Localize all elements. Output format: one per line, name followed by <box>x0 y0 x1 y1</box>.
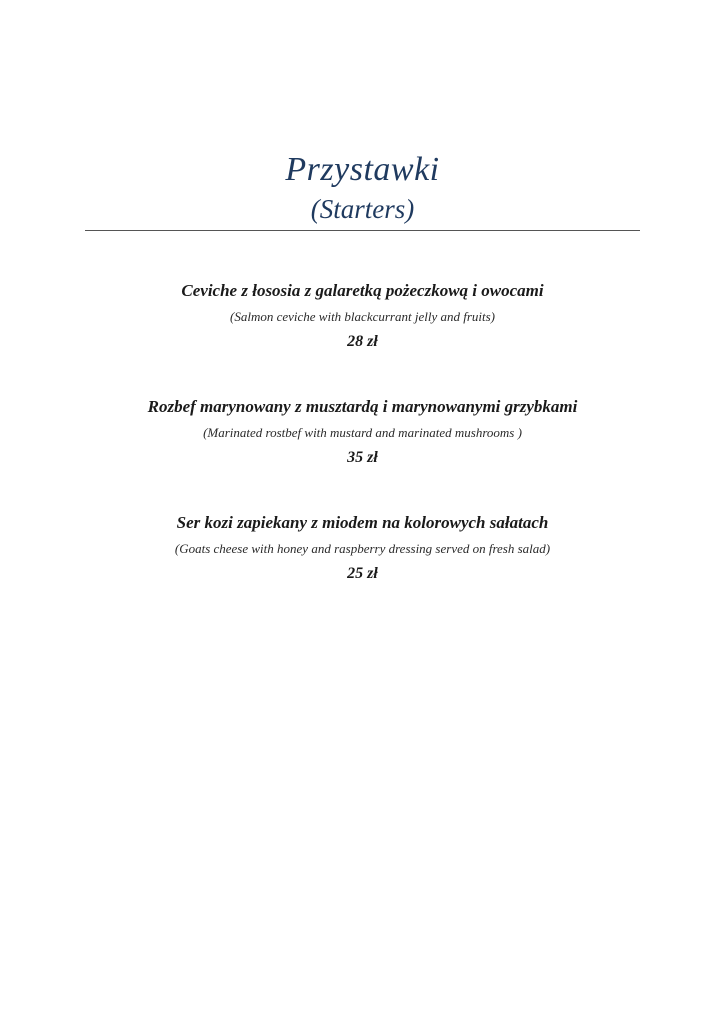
section-subtitle: (Starters) <box>310 194 415 224</box>
menu-item-name: Ceviche z łososia z galaretką pożeczkową i owocami <box>181 281 544 300</box>
menu-item-price: 25 zł <box>347 565 378 582</box>
menu-item-price: 35 zł <box>347 449 378 466</box>
header-divider <box>85 230 640 231</box>
section-title: Przystawki <box>285 151 440 188</box>
menu-items-list <box>0 279 725 627</box>
menu-section-header <box>0 148 725 226</box>
menu-item-description: (Goats cheese with honey and raspberry dressing served on fresh salad) <box>174 541 551 556</box>
menu-item-price: 28 zł <box>347 333 378 350</box>
menu-item <box>0 279 725 395</box>
menu-item <box>0 511 725 627</box>
menu-item-name: Rozbef marynowany z musztardą i marynowanymi grzybkami <box>147 397 578 416</box>
menu-item <box>0 395 725 511</box>
menu-item-description: (Salmon ceviche with blackcurrant jelly and fruits) <box>230 309 495 324</box>
menu-item-description: (Marinated rostbef with mustard and marinated mushrooms ) <box>203 425 522 440</box>
menu-item-name: Ser kozi zapiekany z miodem na kolorowych sałatach <box>176 513 549 532</box>
